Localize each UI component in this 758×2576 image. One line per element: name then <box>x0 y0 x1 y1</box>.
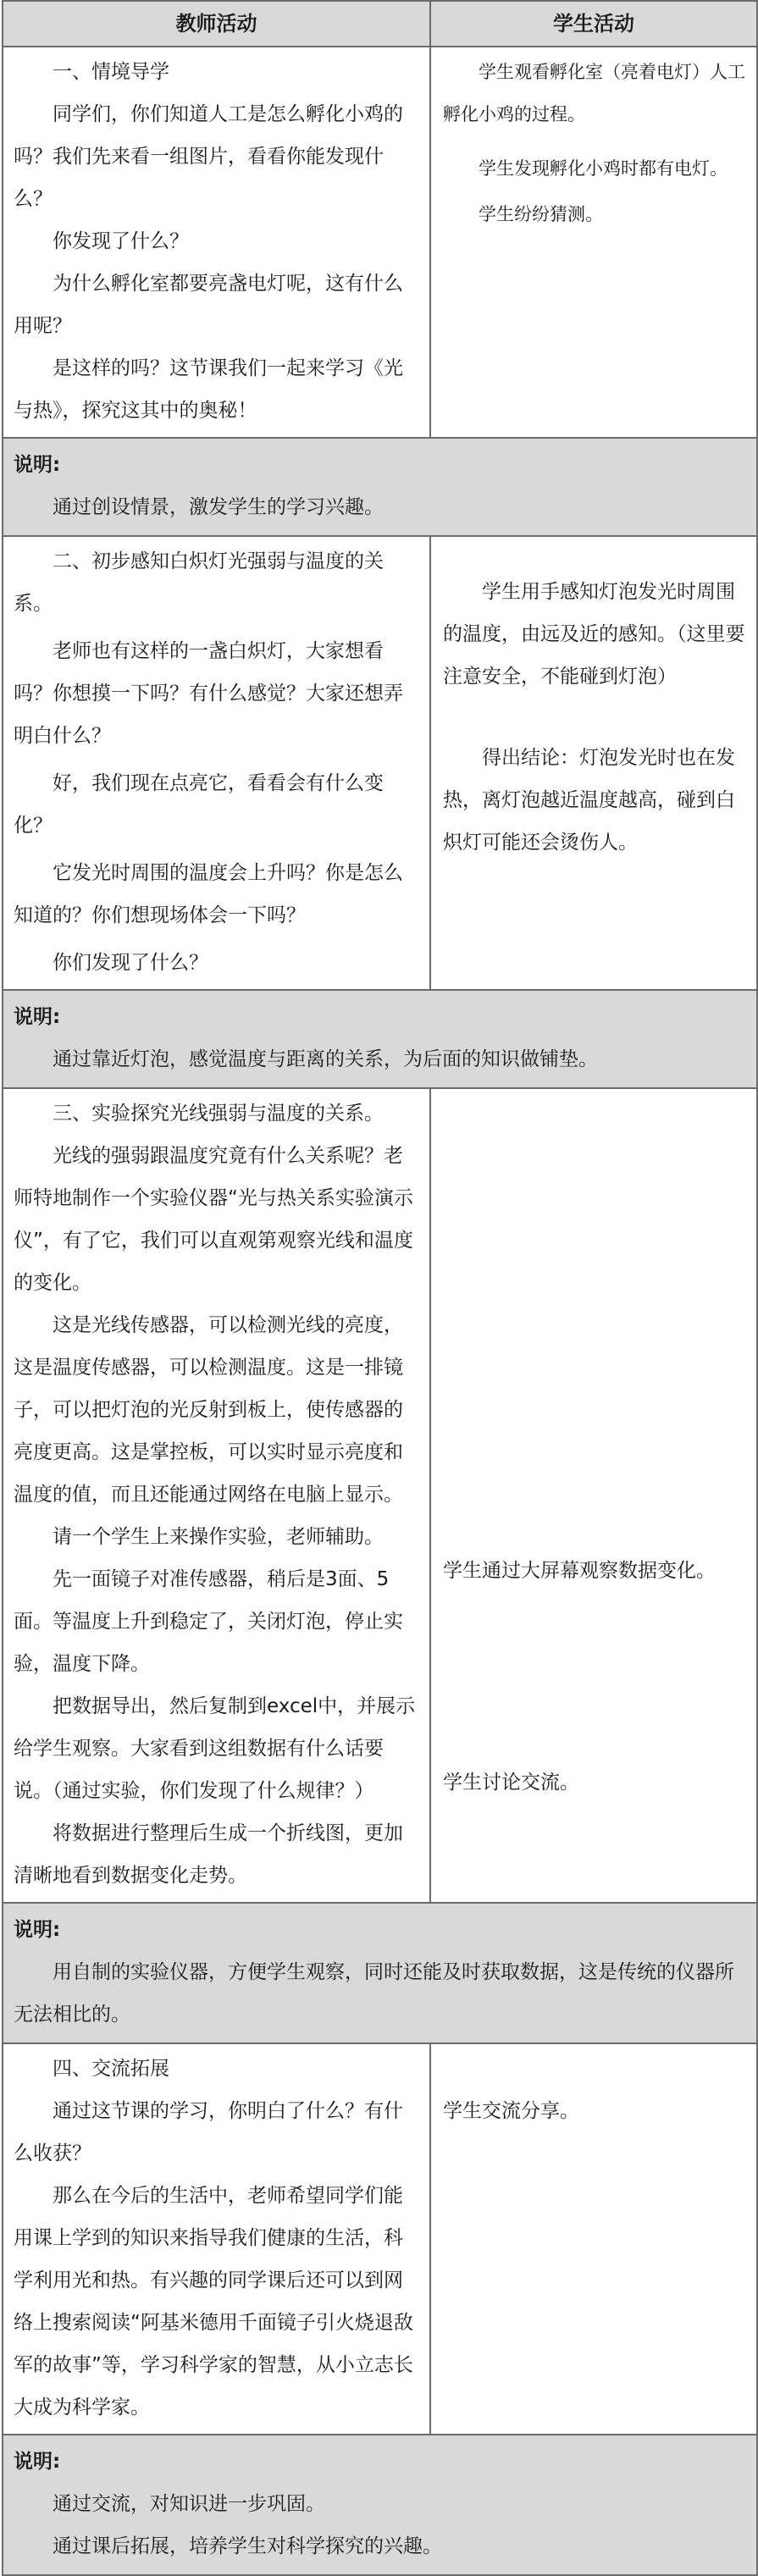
section-3-note-text: 用自制的实验仪器，方便学生观察，同时还能及时获取数据，这是传统的仪器所无法相比的。 <box>14 1961 734 2026</box>
section-3-student-text: 学生通过大屏幕观察数据变化。 <box>443 1560 716 1582</box>
section-3-teacher-text: 这是光线传感器，可以检测光线的亮度，这是温度传感器，可以检测温度。这是一排镜子，可以把灯泡的光反射到板上，使传感器的亮度更高。这是掌控板，可以实时显示亮度和温度的值，而且还能通过网络在电脑上显示。 <box>14 1314 403 1506</box>
section-3-teacher-text: 将数据进行整理后生成一个折线图，更加清晰地看到数据变化走势。 <box>14 1822 403 1887</box>
section-1-teacher-text: 同学们，你们知道人工是怎么孵化小鸡的吗？我们先来看一组图片，看看你能发现什么？ <box>14 103 403 210</box>
section-3-student-cell <box>430 1088 757 1903</box>
section-1-teacher-text: 是这样的吗？这节课我们一起来学习《光与热》，探究这其中的奥秘！ <box>14 357 403 422</box>
section-3-title: 三、实验探究光线强弱与温度的关系。 <box>53 1103 384 1125</box>
section-2-student-cell <box>430 536 757 990</box>
section-1-teacher-cell <box>3 47 430 438</box>
section-3-teacher-text: 请一个学生上来操作实验，老师辅助。 <box>53 1526 384 1548</box>
section-1-note-cell <box>3 438 757 536</box>
note-label: 说明: <box>14 1006 61 1028</box>
section-2-student-text: 得出结论：灯泡发光时也在发热，离灯泡越近温度越高，碰到白炽灯可能还会烫伤人。 <box>443 747 735 854</box>
section-1-note-text: 通过创设情景，激发学生的学习兴趣。 <box>53 496 384 518</box>
section-3-note-cell <box>3 1903 757 2043</box>
section-3-note-row <box>3 1903 757 2043</box>
section-2-note-text: 通过靠近灯泡，感觉温度与距离的关系，为后面的知识做铺垫。 <box>53 1048 598 1070</box>
section-1-student-text: 学生发现孵化小鸡时都有电灯。 <box>479 158 728 179</box>
section-2-teacher-text: 它发光时周围的温度会上升吗？你是怎么知道的？你们想现场体会一下吗？ <box>14 862 403 926</box>
section-1-row <box>3 47 757 438</box>
section-4-row <box>3 2043 757 2435</box>
section-2-row <box>3 536 757 990</box>
section-3-teacher-cell <box>3 1088 430 1903</box>
section-4-teacher-text: 那么在今后的生活中，老师希望同学们能用课上学到的知识来指导我们健康的生活，科学利用光和热。有兴趣的同学课后还可以到网络上搜索阅读“阿基米德用千面镜子引火烧退敌军的故事”等，学习科学家的智慧，从小立志长大成为科学家。 <box>14 2185 413 2418</box>
section-2-teacher-text: 你们发现了什么？ <box>53 952 208 974</box>
section-2-teacher-cell <box>3 536 430 990</box>
section-4-student-text: 学生交流分享。 <box>443 2100 579 2122</box>
section-1-note-row <box>3 438 757 536</box>
section-4-note-text: 通过交流，对知识进一步巩固。 <box>53 2493 325 2515</box>
section-4-note-row <box>3 2435 757 2575</box>
section-4-student-cell <box>430 2043 757 2435</box>
header-row <box>3 1 757 47</box>
note-label: 说明: <box>14 1919 61 1941</box>
section-1-student-text: 学生纷纷猜测。 <box>479 204 603 224</box>
section-1-title: 一、情境导学 <box>53 61 169 83</box>
student-activity-header: 学生活动 <box>430 1 757 47</box>
teacher-activity-header: 教师活动 <box>3 1 430 47</box>
section-1-teacher-text: 你发现了什么？ <box>53 230 189 252</box>
section-1-student-cell <box>430 47 757 438</box>
section-3-student-text: 学生讨论交流。 <box>443 1772 579 1794</box>
section-1-teacher-text: 为什么孵化室都要亮盏电灯呢，这有什么用呢？ <box>14 273 403 337</box>
section-4-teacher-text: 通过这节课的学习，你明白了什么？有什么收获？ <box>14 2100 403 2164</box>
section-3-row <box>3 1088 757 1903</box>
lesson-plan-table <box>2 0 758 2576</box>
note-label: 说明: <box>14 2451 61 2473</box>
section-3-teacher-text: 光线的强弱跟温度究竟有什么关系呢？老师特地制作一个实验仪器“光与热关系实验演示仪”，有了它，我们可以直观第观察光线和温度的变化。 <box>14 1145 413 1294</box>
section-4-note-text: 通过课后拓展，培养学生对科学探究的兴趣。 <box>53 2535 442 2557</box>
section-3-teacher-text: 把数据导出，然后复制到excel中，并展示给学生观察。大家看到这组数据有什么话要说。（通过实验，你们发现了什么规律？） <box>14 1695 416 1802</box>
note-label: 说明: <box>14 454 61 476</box>
section-3-teacher-text: 先一面镜子对准传感器，稍后是3面、5面。等温度上升到稳定了，关闭灯泡，停止实验，温度下降。 <box>14 1568 403 1675</box>
section-4-title: 四、交流拓展 <box>53 2058 169 2080</box>
section-2-title: 二、初步感知白炽灯光强弱与温度的关系。 <box>14 550 384 615</box>
section-2-note-cell <box>3 990 757 1088</box>
section-1-student-text: 学生观看孵化室（亮着电灯）人工孵化小鸡的过程。 <box>443 62 745 124</box>
section-2-teacher-text: 老师也有这样的一盏白炽灯，大家想看吗？你想摸一下吗？有什么感觉？大家还想弄明白什么？ <box>14 640 403 747</box>
section-4-teacher-cell <box>3 2043 430 2435</box>
section-2-note-row <box>3 990 757 1088</box>
section-2-student-text: 学生用手感知灯泡发光时周围的温度，由远及近的感知。（这里要注意安全，不能碰到灯泡） <box>443 581 745 688</box>
section-2-teacher-text: 好，我们现在点亮它，看看会有什么变化？ <box>14 772 384 837</box>
section-4-note-cell <box>3 2435 757 2575</box>
